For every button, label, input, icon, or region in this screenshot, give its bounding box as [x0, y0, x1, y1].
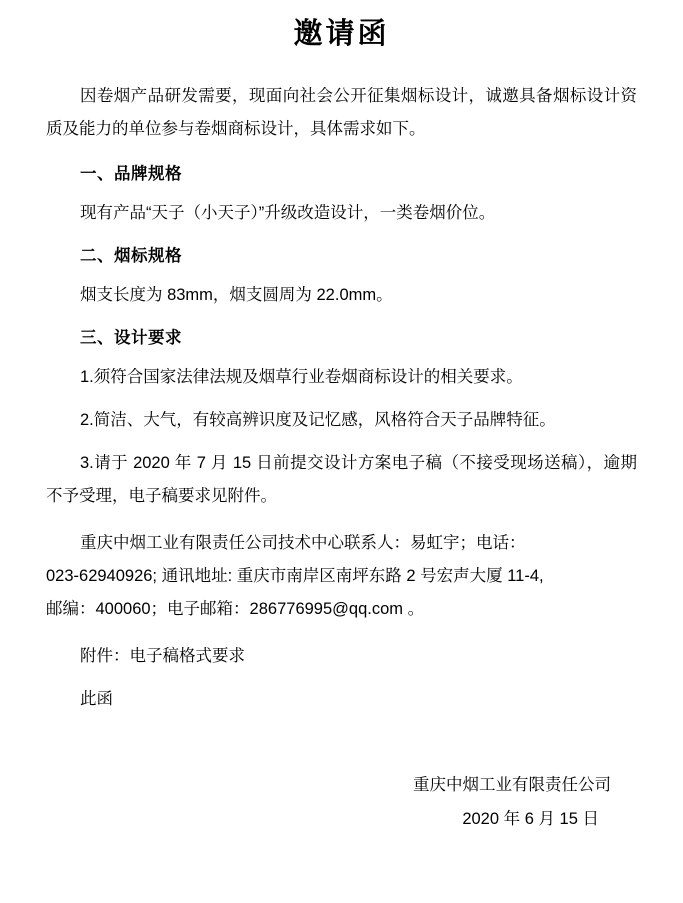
attachment-note: [46, 640, 637, 673]
section-content-label-spec: 烟支长度为 83mm，烟支圆周为 22.0mm。: [80, 285, 393, 304]
requirement-item-3: 3.请于 2020 年 7 月 15 日前提交设计方案电子稿（不接受现场送稿），逾期不予受理，电子稿要求见附件。: [46, 453, 637, 505]
closing-block: [46, 683, 637, 716]
contact-line-2: 023-62940926; 通讯地址: 重庆市南岸区南坪东路 2 号宏声大厦 11-4,: [46, 566, 544, 585]
signature-organization: 重庆中烟工业有限责任公司: [413, 775, 611, 794]
page-title: 邀请函: [293, 18, 390, 50]
section-heading-brand-spec: 一、品牌规格: [80, 164, 182, 183]
signature-block: [46, 768, 637, 836]
requirement-item-2: 2.简洁、大气，有较高辨识度及记忆感，风格符合天子品牌特征。: [80, 410, 556, 429]
requirement-item-1: 1.须符合国家法律法规及烟草行业卷烟商标设计的相关要求。: [80, 367, 523, 386]
closing-text: 此函: [80, 689, 113, 708]
attachment-text: 附件：电子稿格式要求: [80, 646, 245, 665]
document-page: [0, 16, 683, 903]
contact-block: [46, 527, 637, 626]
signature-date: 2020 年 6 月 15 日: [462, 809, 599, 828]
section-heading-label-spec: 二、烟标规格: [80, 246, 182, 265]
contact-line-3: 邮编：400060；电子邮箱：286776995@qq.com 。: [46, 599, 425, 618]
intro-paragraph: 因卷烟产品研发需要，现面向社会公开征集烟标设计，诚邀具备烟标设计资质及能力的单位参与卷烟商标设计，具体需求如下。: [46, 86, 637, 138]
section-content-brand-spec: 现有产品“天子（小天子）”升级改造设计，一类卷烟价位。: [80, 203, 496, 222]
section-heading-design-requirements: 三、设计要求: [80, 328, 182, 347]
contact-line-1: 重庆中烟工业有限责任公司技术中心联系人：易虹宇；电话：: [80, 533, 526, 552]
